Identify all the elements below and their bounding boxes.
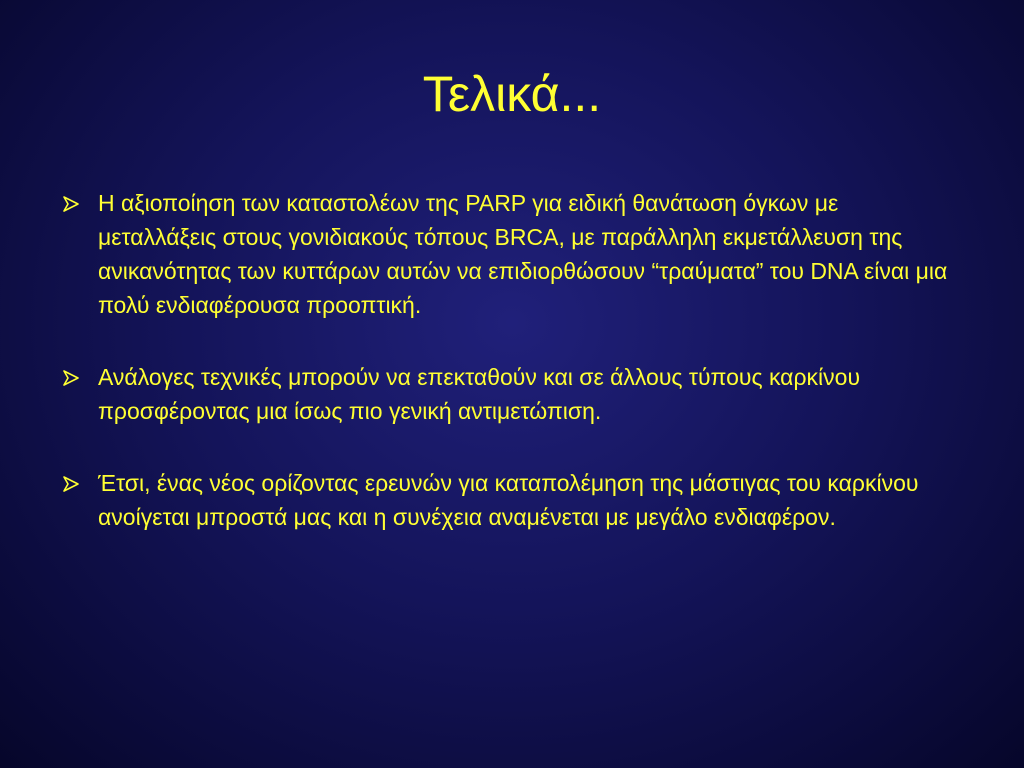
bullet-list bbox=[62, 186, 962, 572]
bullet-item bbox=[62, 360, 962, 428]
slide-title: Τελικά... bbox=[422, 66, 602, 122]
arrowhead-bullet-icon bbox=[62, 475, 80, 493]
arrowhead-bullet-icon bbox=[62, 369, 80, 387]
bullet-item bbox=[62, 186, 962, 322]
bullet-text: Έτσι, ένας νέος ορίζοντας ερευνών για καταπολέμηση της μάστιγας του καρκίνου ανοίγεται μπροστά μας και η συνέχεια αναμένεται με μεγάλο ενδιαφέρον. bbox=[98, 470, 919, 530]
bullet-text: Η αξιοποίηση των καταστολέων της PARP για ειδική θανάτωση όγκων με μεταλλάξεις στους γονιδιακούς τόπους BRCA, με παράλληλη εκμετάλλευση της ανικανότητας των κυττάρων αυτών να επιδιορθώσουν “τραύματα” του DNA είναι μια πολύ ενδιαφέρουσα προοπτική. bbox=[98, 190, 948, 318]
bullet-item bbox=[62, 466, 962, 534]
bullet-text: Ανάλογες τεχνικές μπορούν να επεκταθούν και σε άλλους τύπους καρκίνου προσφέροντας μια ίσως πιο γενική αντιμετώπιση. bbox=[98, 364, 861, 424]
arrowhead-bullet-icon bbox=[62, 195, 80, 213]
